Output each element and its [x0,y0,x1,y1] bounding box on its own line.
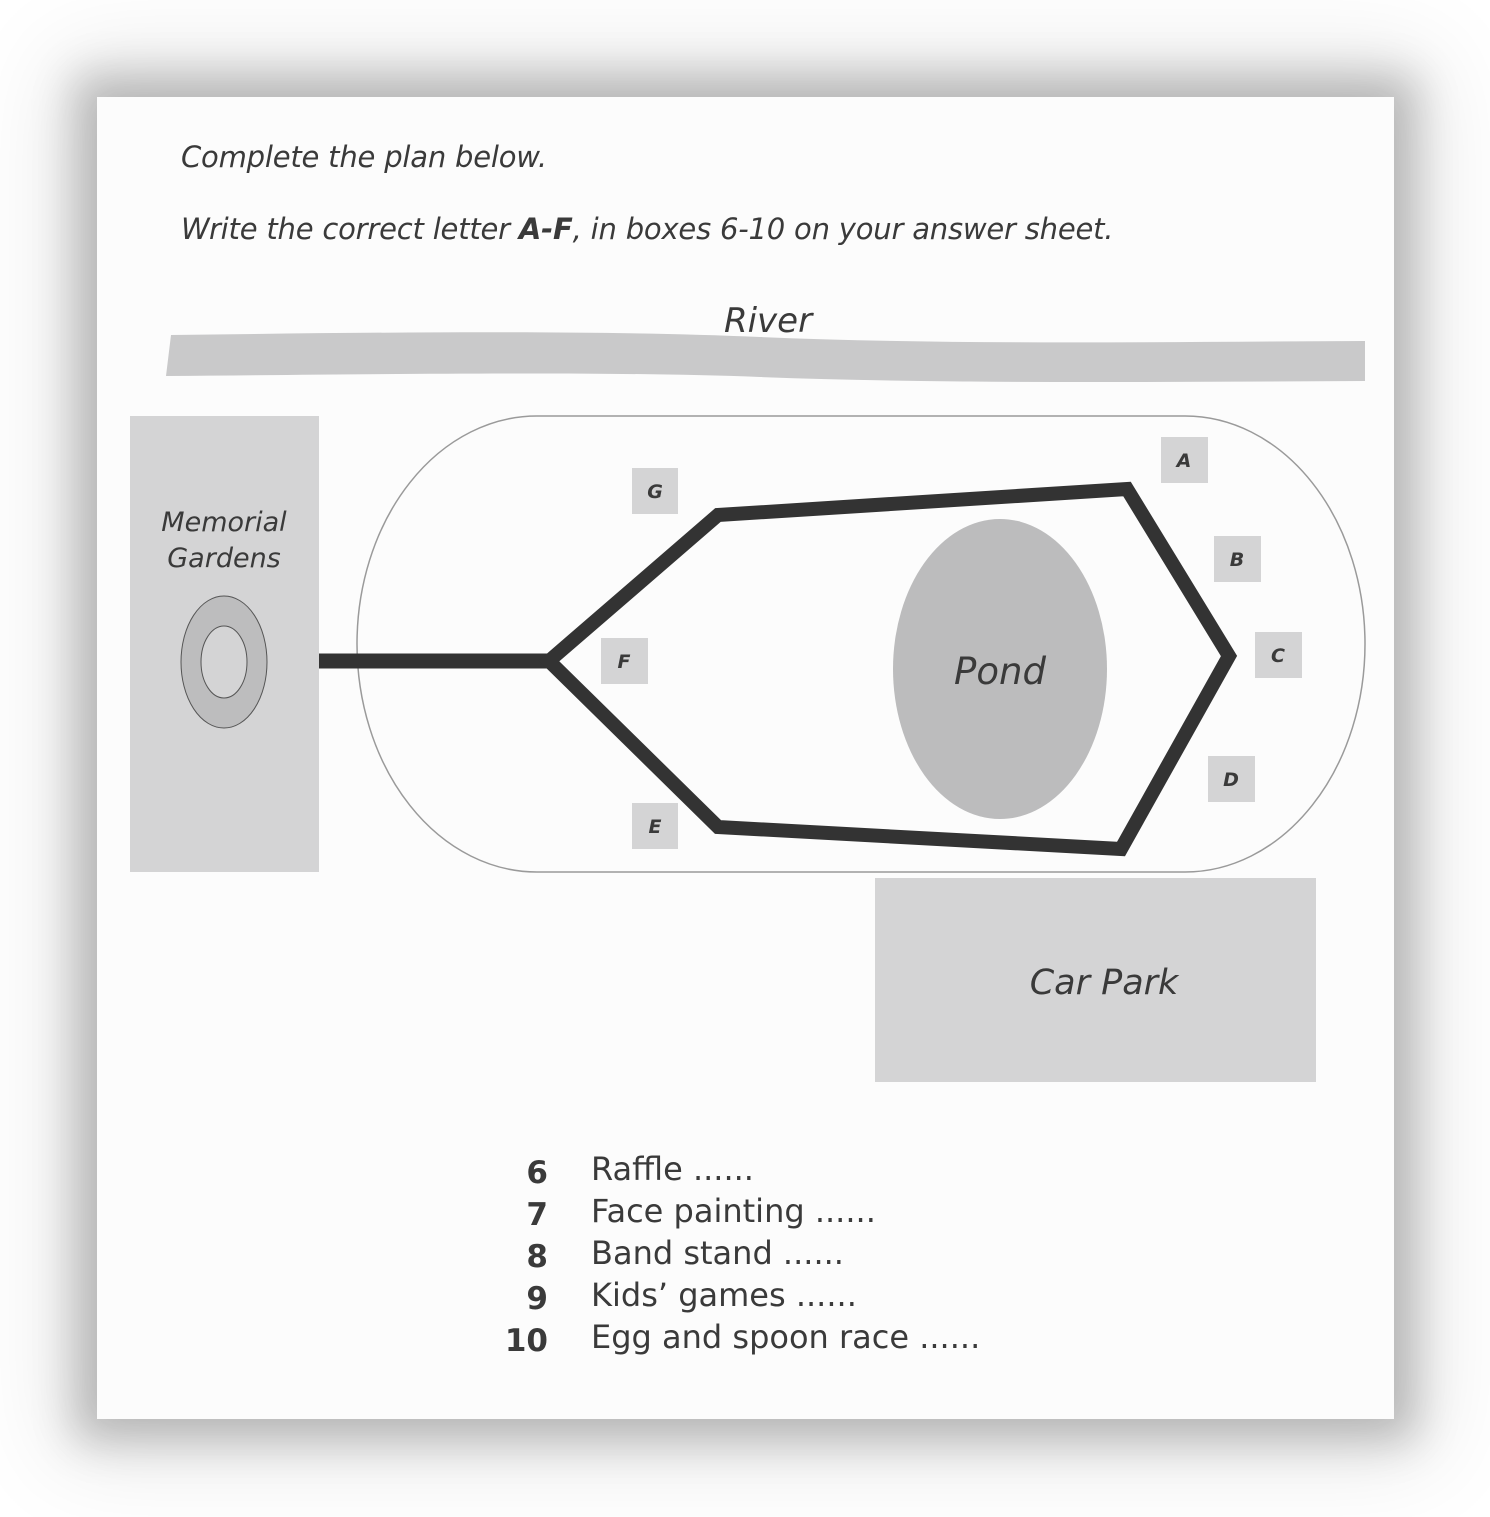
question-number: 7 [526,1197,548,1233]
question-item [490,1234,1190,1276]
memorial-gardens-label-line-1: Memorial [161,507,287,538]
main-path-loop [549,489,1229,849]
marker-c-label: C [1271,645,1285,667]
instruction-text-2-start: Write the correct letter [181,212,519,246]
marker-c [1255,632,1302,678]
marker-d [1208,756,1255,802]
marker-f [601,638,648,684]
question-number: 9 [526,1281,548,1317]
marker-e-label: E [648,816,662,838]
question-item [490,1318,1190,1360]
instruction-text-2-end: , in boxes 6-10 on your answer sheet. [572,212,1114,246]
question-text: Kids’ games ...... [591,1276,857,1314]
marker-b-label: B [1229,549,1245,571]
question-list [490,1150,1190,1360]
car-park-label: Car Park [1029,963,1179,1003]
marker-d-label: D [1223,769,1239,791]
question-text: Face painting ...... [591,1192,876,1230]
river-label: River [723,301,813,341]
question-item [490,1150,1190,1192]
question-number: 10 [504,1323,548,1359]
question-item [490,1192,1190,1234]
question-number: 6 [526,1155,548,1191]
instruction-letter-range: A-F [518,212,573,246]
question-number: 8 [526,1239,548,1275]
pond-label: Pond [954,650,1046,693]
marker-f-label: F [617,651,631,673]
instruction-text-1: Complete the plan below. [181,140,547,174]
memorial-gardens-label-line-2: Gardens [167,543,281,574]
marker-g [632,468,678,514]
marker-a [1161,437,1208,483]
marker-b [1214,536,1261,582]
marker-a-label: A [1176,450,1192,472]
question-text: Raffle ...... [591,1150,754,1188]
marker-g-label: G [647,481,663,503]
question-text: Band stand ...... [591,1234,844,1272]
question-text: Egg and spoon race ...... [591,1318,981,1356]
question-item [490,1276,1190,1318]
marker-e [632,803,678,849]
memorial-monument-inner [201,626,247,698]
